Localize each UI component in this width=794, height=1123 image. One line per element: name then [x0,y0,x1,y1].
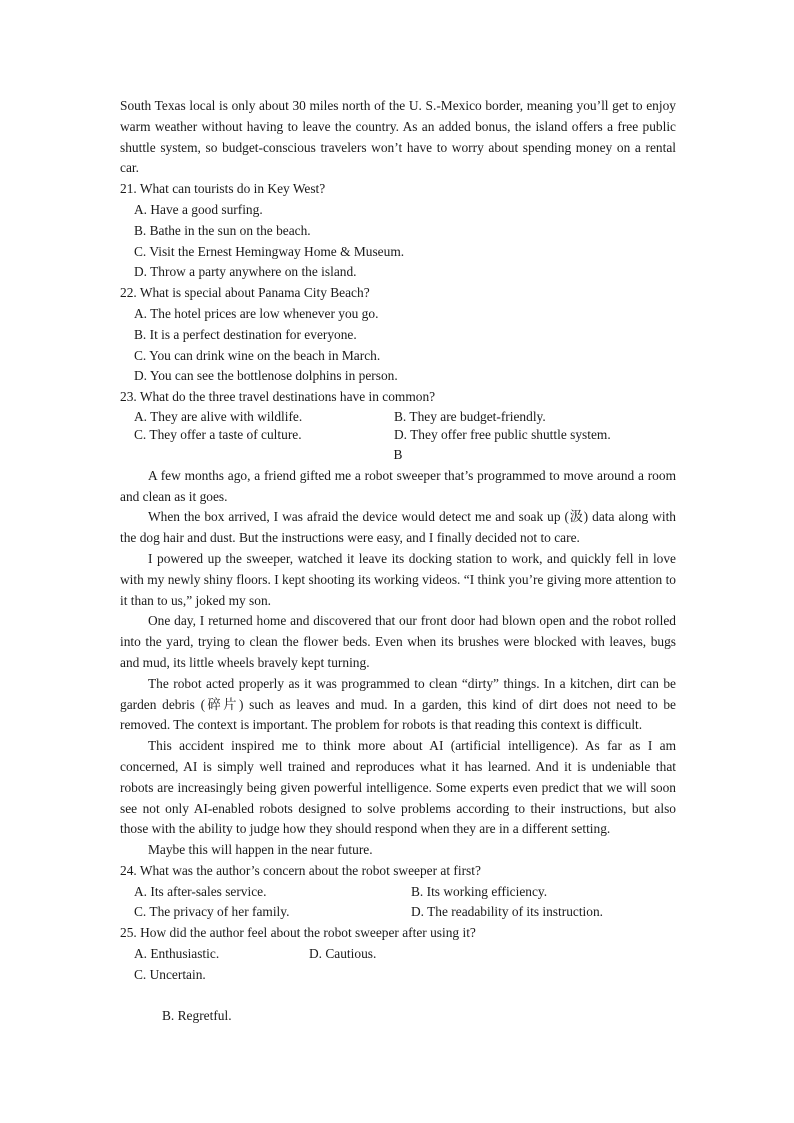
question-21 [120,179,676,283]
option-b: B. Its working efficiency. [411,883,548,899]
option-a: A. They are alive with wildlife. [134,408,303,424]
option-d: D. Cautious. [309,946,377,962]
passage-paragraph: Maybe this will happen in the near future. [148,842,373,858]
question-stem: 25. How did the author feel about the robot sweeper after using it? [120,925,476,941]
question-24 [120,861,676,923]
option-c: C. You can drink wine on the beach in March. [134,347,381,363]
option-c: C. Uncertain. [134,966,206,982]
passage-paragraph: One day, I returned home and discovered that our front door had blown open and the robot rolled into the yard, trying to clean the flower beds. Even when its brushes were blocked with leaves, bugs and mud, its little wheels bravely kept turning. [120,613,676,670]
option-a: A. Enthusiastic. [134,946,220,962]
option-c: C. Visit the Ernest Hemingway Home & Museum. [134,243,405,259]
question-stem: 23. What do the three travel destinations have in common? [120,389,436,405]
section-heading-b: B [393,446,403,462]
exam-page [120,96,676,1027]
options-row [120,882,676,903]
question-23 [120,387,676,445]
options-row [120,426,676,445]
option-b: B. It is a perfect destination for everyone. [134,326,357,342]
passage-paragraph: A few months ago, a friend gifted me a robot sweeper that’s programmed to move around a room and clean as it goes. [120,467,676,504]
options-row [120,902,676,923]
passage-paragraph: I powered up the sweeper, watched it leave its docking station to work, and quickly fell in love with my newly shiny floors. I kept shooting its working videos. “I think you’re giving more attention to it than to us,” joked my son. [120,550,676,608]
options-row [120,408,676,427]
option-b: B. They are budget-friendly. [394,408,546,424]
option-c: C. They offer a taste of culture. [134,427,302,443]
option-b: B. Regretful. [162,1008,232,1024]
option-a: A. Have a good surfing. [134,201,263,217]
option-d: D. The readability of its instruction. [411,904,604,920]
option-d: D. You can see the bottlenose dolphins in person. [134,368,398,384]
option-a: A. Its after-sales service. [134,883,267,899]
option-b: B. Bathe in the sun on the beach. [134,222,311,238]
option-d: D. Throw a party anywhere on the island. [134,264,357,280]
passage-paragraph: When the box arrived, I was afraid the device would detect me and soak up (汲) data along with the dog hair and dust. But the instructions were easy, and I finally decided not to care. [120,509,676,546]
question-22 [120,283,676,387]
question-stem: 22. What is special about Panama City Beach? [120,285,370,301]
question-25 [120,923,676,1027]
question-stem: 21. What can tourists do in Key West? [120,181,326,197]
passage-paragraph: This accident inspired me to think more about AI (artificial intelligence). As far as I am concerned, AI is simply well trained and reproduces what it has learned. And it is undeniable that robots are increasingly being given powerful intelligence. Some experts even predict that we will soon see not only AI-enabled robots designed to solve problems according to their instructions, but also those with the ability to judge how they should respond when they are in a different setting. [120,738,676,837]
question-stem: 24. What was the author’s concern about the robot sweeper at first? [120,862,481,878]
passage-paragraph: The robot acted properly as it was programmed to clean “dirty” things. In a kitchen, dirt can be garden debris (碎片) such as leaves and mud. In a garden, this kind of dirt does not need to be removed. The context is important. The problem for robots is that reading this context is difficult. [120,675,676,733]
option-d: D. They offer free public shuttle system. [394,427,611,443]
options-row [120,944,676,965]
passage-a-ending: South Texas local is only about 30 miles north of the U. S.-Mexico border, meaning you’ll get to enjoy warm weather without having to leave the country. As an added bonus, the island offers a free public shuttle system, so budget-conscious travelers won’t have to worry about spending money on a rental car. [120,98,676,176]
option-a: A. The hotel prices are low whenever you go. [134,305,379,321]
option-c: C. The privacy of her family. [134,904,290,920]
